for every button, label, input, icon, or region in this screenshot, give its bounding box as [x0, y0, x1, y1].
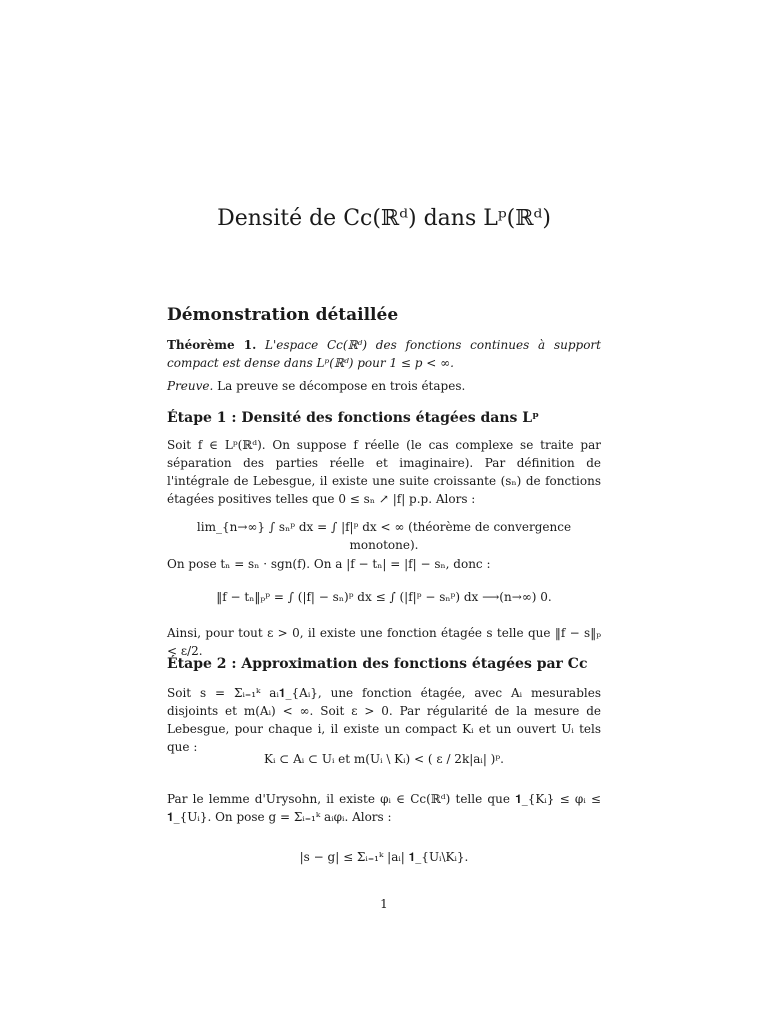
theorem-label: Théorème 1. [167, 338, 257, 352]
step2-heading: Étape 2 : Approximation des fonctions étagées par Cc [167, 656, 588, 672]
theorem-text: L'espace Cc(ℝᵈ) des fonctions continues à support compact est dense dans Lᵖ(ℝᵈ) pour 1 ≤ p < ∞. [167, 338, 601, 370]
step2-equation2: |s − g| ≤ Σᵢ₌₁ᵏ |aᵢ| 𝟏_{Uᵢ\Kᵢ}. [299, 850, 469, 864]
step1-para2: On pose tₙ = sₙ · sgn(f). On a |f − tₙ| = |f| − sₙ, donc : [167, 557, 491, 571]
step1-equation1: lim_{n→∞} ∫ sₙᵖ dx = ∫ |f|ᵖ dx < ∞ (théorème de convergence monotone). [196, 520, 572, 552]
step2-equation1: Kᵢ ⊂ Aᵢ ⊂ Uᵢ et m(Uᵢ \ Kᵢ) < ( ε / 2k|aᵢ| )ᵖ. [264, 752, 504, 766]
step1-heading: Étape 1 : Densité des fonctions étagées dans Lᵖ [167, 410, 540, 426]
step1-para3: Ainsi, pour tout ε > 0, il existe une fonction étagée s telle que ‖f − s‖ₚ < ε/2. [167, 626, 601, 658]
theorem-block [167, 336, 601, 372]
page-number: 1 [380, 897, 388, 911]
step2-para1: Soit s = Σᵢ₌₁ᵏ aᵢ𝟏_{Aᵢ}, une fonction étagée, avec Aᵢ mesurables disjoints et m(Aᵢ) < ∞. Soit ε > 0. Par régularité de la mesure de Lebesgue, pour chaque i, il existe un compact Kᵢ et un ouvert Uᵢ tels que : [167, 686, 601, 754]
proof-label: Preuve. [167, 379, 214, 393]
proof-block [167, 377, 601, 395]
step1-equation2: ‖f − tₙ‖ₚᵖ = ∫ (|f| − sₙ)ᵖ dx ≤ ∫ (|f|ᵖ − sₙᵖ) dx ⟶(n→∞) 0. [216, 590, 552, 604]
section-heading: Démonstration détaillée [167, 305, 399, 325]
step2-para2: Par le lemme d'Urysohn, il existe φᵢ ∈ Cc(ℝᵈ) telle que 𝟏_{Kᵢ} ≤ φᵢ ≤ 𝟏_{Uᵢ}. On pose g = Σᵢ₌₁ᵏ aᵢφᵢ. Alors : [167, 792, 601, 824]
step1-para1: Soit f ∈ Lᵖ(ℝᵈ). On suppose f réelle (le cas complexe se traite par séparation des parties réelle et imaginaire). Par définition de l'intégrale de Lebesgue, il existe une suite croissante (sₙ) de fonctions étagées positives telles que 0 ≤ sₙ ↗ |f| p.p. Alors : [167, 438, 601, 506]
proof-text: La preuve se décompose en trois étapes. [217, 379, 466, 393]
document-title: Densité de Cc(ℝᵈ) dans Lᵖ(ℝᵈ) [217, 206, 551, 231]
